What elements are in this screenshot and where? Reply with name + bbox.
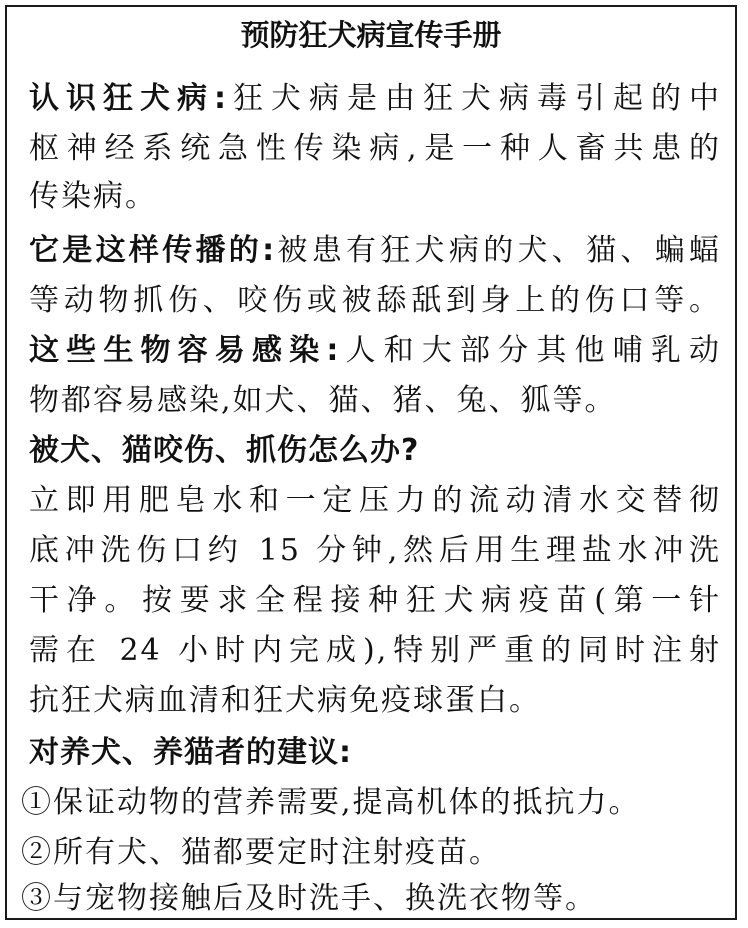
section-susceptible-text: 人和大部分其他哺乳动	[339, 333, 722, 368]
section-bite-heading: 被犬、猫咬伤、抓伤怎么办?	[29, 433, 420, 468]
section-recognize-line-2: 枢神经系统急性传染病,是一种人畜共患的	[29, 131, 721, 166]
section-bite-line-2: 底冲洗伤口约 15 分钟,然后用生理盐水冲洗	[29, 533, 721, 568]
section-transmission-line-1	[29, 231, 721, 271]
handbook-frame	[5, 5, 737, 920]
section-bite-line-4: 需在 24 小时内完成),特别严重的同时注射	[29, 633, 721, 668]
section-bite-line-5: 抗狂犬病血清和狂犬病免疫球蛋白。	[29, 683, 541, 718]
advice-item-1: ①保证动物的营养需要,提高机体的抵抗力。	[21, 785, 641, 820]
section-recognize-line-1	[29, 79, 721, 119]
section-transmission-line-2: 等动物抓伤、咬伤或被舔舐到身上的伤口等。	[29, 283, 721, 318]
section-susceptible-line-2: 物都容易感染,如犬、猫、猪、兔、狐等。	[29, 383, 617, 418]
section-susceptible-line-1	[29, 331, 721, 371]
advice-item-2: ②所有犬、猫都要定时注射疫苗。	[21, 835, 501, 870]
section-susceptible-heading: 这些生物容易感染:	[29, 333, 340, 368]
section-bite-line-3: 干净。按要求全程接种狂犬病疫苗(第一针	[29, 583, 721, 618]
section-recognize-line-3: 传染病。	[29, 179, 157, 214]
section-transmission-heading: 它是这样传播的:	[29, 233, 276, 268]
page-title: 预防狂犬病宣传手册	[240, 18, 502, 52]
section-recognize-heading: 认识狂犬病:	[29, 81, 227, 116]
section-recognize-text: 狂犬病是由狂犬病毒引起的中	[227, 81, 721, 116]
section-bite-line-1: 立即用肥皂水和一定压力的流动清水交替彻	[29, 483, 721, 518]
section-advice-heading: 对养犬、养猫者的建议:	[29, 735, 352, 770]
advice-item-3: ③与宠物接触后及时洗手、换洗衣物等。	[21, 881, 597, 916]
section-transmission-text: 被患有狂犬病的犬、猫、蝙蝠	[275, 233, 722, 268]
